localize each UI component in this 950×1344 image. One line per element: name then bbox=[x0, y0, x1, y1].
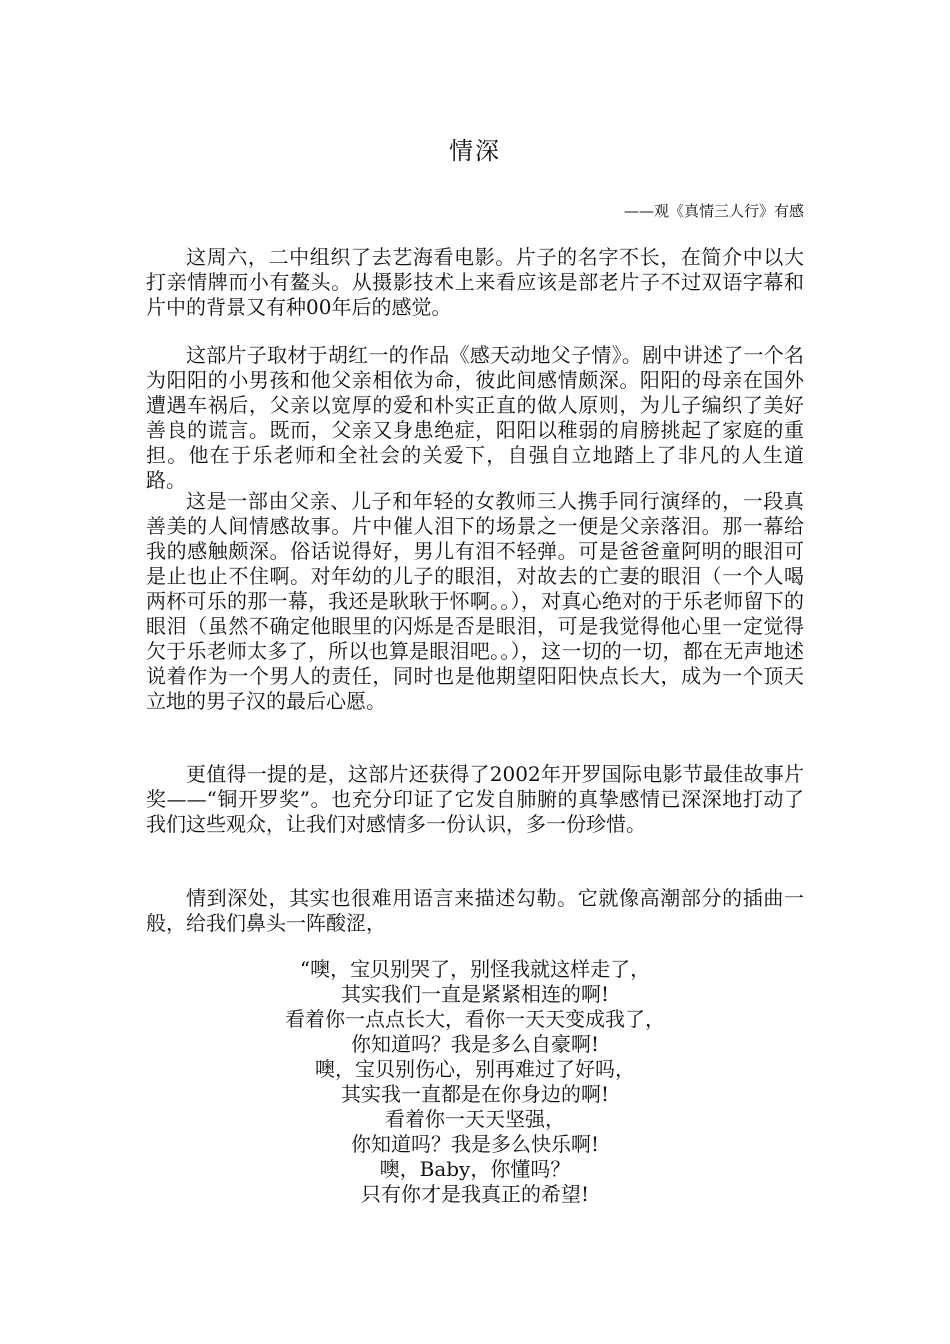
document-subtitle: ——观《真情三人行》有感 bbox=[623, 202, 804, 220]
lyric-line: 噢，宝贝别伤心，别再难过了好吗， bbox=[315, 1057, 635, 1081]
lyric-line: “噢，宝贝别哭了，别怪我就这样走了， bbox=[299, 957, 651, 981]
paragraph: 这部片子取材于胡红一的作品《感天动地父子情》。剧中讲述了一个名为阳阳的小男孩和他父亲相依为命，彼此间感情颇深。阳阳的母亲在国外遭遇车祸后，父亲以宽厚的爱和朴实正直的做人原则，为儿子编织了美好善良的谎言。既而，父亲又身患绝症，阳阳以稚弱的肩膀挑起了家庭的重担。他在于乐老师和全社会的关爱下，自强自立地踏上了非凡的人生道路。 bbox=[146, 343, 804, 492]
lyric-line: 你知道吗？我是多么自豪啊! bbox=[350, 1032, 600, 1056]
lyric-line: 其实我们一直是紧紧相连的啊! bbox=[340, 982, 610, 1006]
lyric-line: 其实我一直都是在你身边的啊! bbox=[340, 1082, 610, 1106]
lyric-line: 你知道吗？我是多么快乐啊! bbox=[350, 1132, 600, 1156]
lyric-line: 噢，Baby，你懂吗？ bbox=[379, 1157, 571, 1181]
lyric-line: 看着你一点点长大，看你一天天变成我了， bbox=[285, 1007, 665, 1031]
paragraph: 这是一部由父亲、儿子和年轻的女教师三人携手同行演绎的，一段真善美的人间情感故事。片中催人泪下的场景之一便是父亲落泪。那一幕给我的感触颇深。俗话说得好，男儿有泪不轻弹。可是爸爸童阿明的眼泪可是止也止不住啊。对年幼的儿子的眼泪，对故去的亡妻的眼泪（一个人喝两杯可乐的那一幕，我还是耿耿于怀啊。。），对真心绝对的于乐老师留下的眼泪（虽然不确定他眼里的闪烁是否是眼泪，可是我觉得他心里一定觉得欠于乐老师太多了，所以也算是眼泪吧。。），这一切的一切，都在无声地述说着作为一个男人的责任，同时也是他期望阳阳快点长大，成为一个顶天立地的男子汉的最后心愿。 bbox=[146, 489, 804, 713]
lyrics-block bbox=[146, 957, 804, 1207]
paragraph: 更值得一提的是，这部片还获得了2002年开罗国际电影节最佳故事片奖——“铜开罗奖”。也充分印证了它发自肺腑的真挚感情已深深地打动了我们这些观众，让我们对感情多一份认识，多一份珍惜。 bbox=[146, 762, 804, 836]
paragraph: 这周六，二中组织了去艺海看电影。片子的名字不长，在简介中以大打亲情牌而小有鳌头。从摄影技术上来看应该是部老片子不过双语字幕和片中的背景又有种00年后的感觉。 bbox=[146, 245, 804, 319]
document-title: 情深 bbox=[449, 137, 501, 165]
lyric-line: 看着你一天天坚强， bbox=[385, 1107, 565, 1131]
lyric-line: 只有你才是我真正的希望! bbox=[360, 1182, 590, 1206]
paragraph: 情到深处，其实也很难用语言来描述勾勒。它就像高潮部分的插曲一般，给我们鼻头一阵酸涩， bbox=[146, 886, 804, 935]
